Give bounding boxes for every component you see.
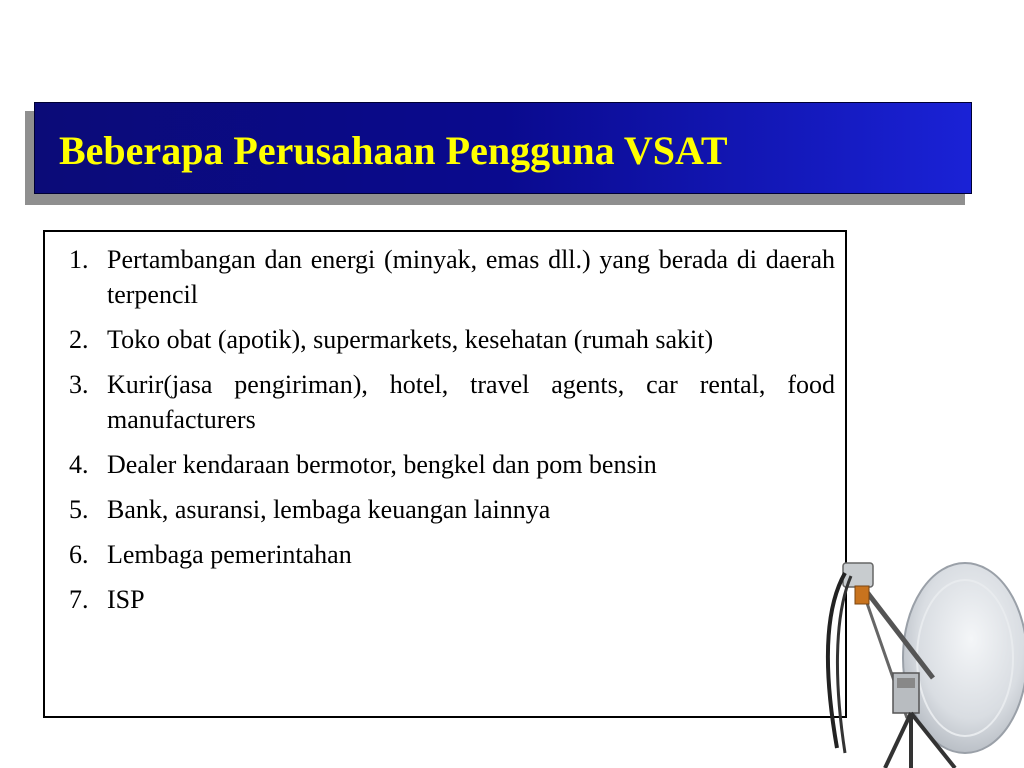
item-number: 3. — [69, 370, 89, 399]
satellite-dish-icon — [815, 548, 1024, 768]
item-number: 2. — [69, 325, 89, 354]
content-box — [43, 230, 847, 718]
slide-title: Beberapa Perusahaan Pengguna VSAT — [59, 128, 728, 173]
item-number: 1. — [69, 245, 89, 274]
item-number: 6. — [69, 540, 89, 569]
title-banner — [34, 102, 972, 194]
item-number: 7. — [69, 585, 89, 614]
item-text: Pertambangan dan energi (minyak, emas dll.) yang berada di daerah terpencil — [107, 245, 835, 309]
item-text: Toko obat (apotik), supermarkets, kesehatan (rumah sakit) — [107, 325, 714, 354]
list-item — [69, 582, 835, 617]
item-text: Lembaga pemerintahan — [107, 540, 352, 569]
item-text: ISP — [107, 585, 145, 614]
item-text: Bank, asuransi, lembaga keuangan lainnya — [107, 495, 551, 524]
list-item — [69, 537, 835, 572]
item-text: Kurir(jasa pengiriman), hotel, travel agents, car rental, food manufacturers — [107, 370, 835, 434]
list-item — [69, 367, 835, 437]
item-number: 4. — [69, 450, 89, 479]
list-item — [69, 447, 835, 482]
list-item — [69, 322, 835, 357]
list-item — [69, 242, 835, 312]
item-text: Dealer kendaraan bermotor, bengkel dan pom bensin — [107, 450, 657, 479]
list-item — [69, 492, 835, 527]
item-number: 5. — [69, 495, 89, 524]
company-list — [69, 242, 835, 627]
